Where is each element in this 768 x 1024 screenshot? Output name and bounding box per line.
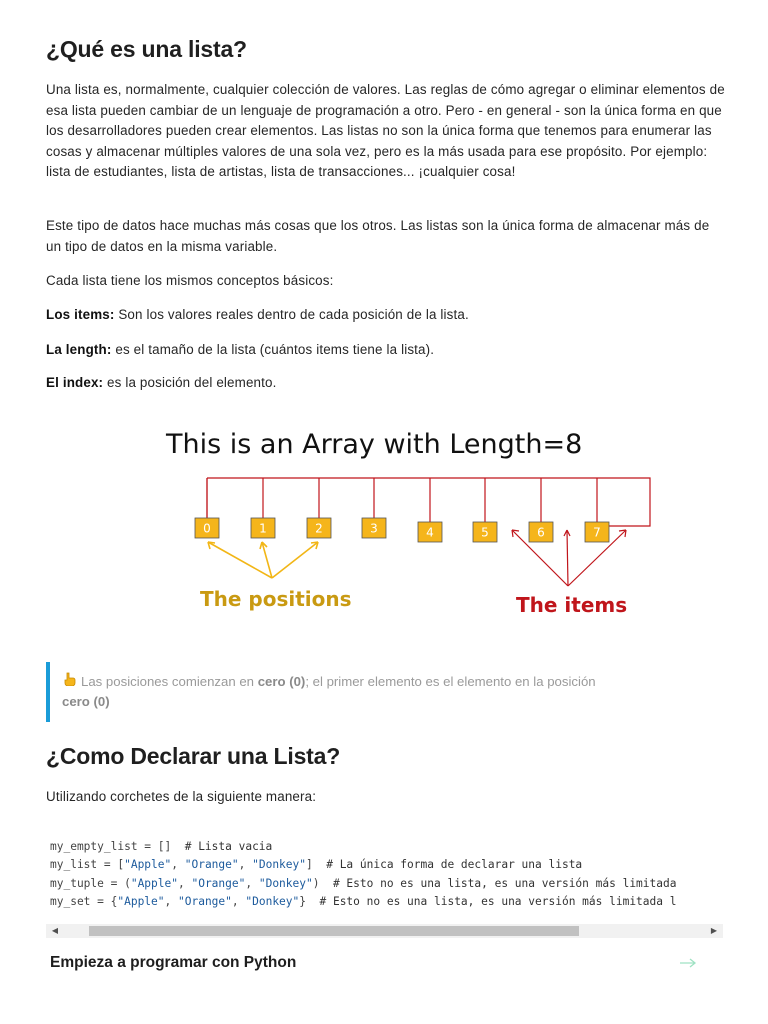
code-string: "Orange" [178, 895, 232, 909]
array-cell-label: 0 [203, 521, 211, 536]
array-cell-label: 5 [481, 525, 489, 540]
paragraph: Una lista es, normalmente, cualquier colección de valores. Las reglas de cómo agregar o eliminar elementos de esa lista pueden cambiar de un lenguaje de programación a otro. Pero - en general - son la única forma en que los desarrolladores pueden crear elementos. Las listas no son la única forma que tenemos para enumerar las cosas y almacenar múltiples valores de una sola vez, pero es la más usada para ese propósito. Por ejemplo: lista de estudiantes, lista de artistas, lista de transacciones... ¡cualquier cosa! [46, 82, 725, 180]
code-comment: # Lista vacia [184, 840, 273, 853]
array-cell-label: 7 [593, 525, 601, 540]
array-cell-label: 4 [426, 525, 434, 540]
code-token: , [177, 876, 192, 890]
positions-label: The positions [200, 587, 352, 611]
code-line [50, 893, 723, 911]
items-label: The items [516, 593, 628, 617]
code-token: , [171, 858, 185, 872]
callout-bold: cero (0) [257, 674, 306, 689]
callout-text: ; el primer elemento es el elemento en la posición [305, 674, 596, 689]
code-token: my_empty_list = [] [50, 840, 185, 853]
code-token: my_tuple = ( [50, 876, 131, 890]
definition: Son los valores reales dentro de cada posición de la lista. [114, 307, 469, 322]
term: Los items: [46, 307, 115, 322]
code-comment: # Esto no es una lista, es una versión más limitada [332, 876, 677, 890]
next-lesson-link[interactable]: Empieza a programar con Python [50, 954, 297, 971]
code-token: , [164, 895, 178, 909]
code-string: "Donkey" [258, 876, 313, 890]
code-comment: # La única forma de declarar una lista [326, 858, 583, 872]
arrow-right-icon[interactable] [678, 955, 698, 971]
definition: es la posición del elemento. [103, 375, 277, 390]
code-string: "Apple" [130, 876, 178, 890]
diagram-title: This is an Array with Length=8 [166, 429, 583, 460]
definition-items [46, 305, 726, 326]
array-cell-label: 3 [370, 521, 378, 536]
paragraph: Cada lista tiene los mismos conceptos básicos: [46, 273, 334, 288]
code-block [46, 838, 723, 914]
definition-length [46, 340, 726, 361]
pointing-hand-icon [62, 672, 76, 692]
definition: es el tamaño de la lista (cuántos items tiene la lista). [111, 342, 435, 357]
array-cell-label: 1 [259, 521, 267, 536]
code-string: "Apple" [117, 895, 165, 909]
code-line [50, 856, 723, 874]
code-token: my_list = [ [50, 858, 125, 872]
callout-bold: cero (0) [62, 694, 110, 709]
code-line [50, 875, 723, 893]
info-callout [46, 662, 723, 722]
horizontal-scrollbar[interactable] [46, 924, 723, 938]
callout-text: Las posiciones comienzan en [81, 674, 258, 689]
code-token: } [299, 895, 320, 909]
code-token: , [245, 876, 259, 890]
code-token: ) [312, 876, 333, 890]
code-line [50, 838, 723, 856]
code-string: "Donkey" [252, 858, 306, 872]
code-token: my_set = { [50, 895, 118, 909]
array-diagram [150, 418, 710, 623]
code-string: "Orange" [191, 876, 246, 890]
section-title: ¿Qué es una lista? [46, 36, 247, 62]
term: La length: [46, 342, 112, 357]
code-token: ] [306, 858, 327, 872]
scrollbar-thumb[interactable] [89, 926, 579, 936]
code-token: , [238, 858, 253, 872]
code-string: "Apple" [124, 858, 172, 872]
array-cells [195, 478, 609, 542]
scroll-right-icon[interactable]: ▶ [710, 926, 718, 935]
code-comment: # Esto no es una lista, es una versión más limitada l [319, 895, 677, 909]
section-title: ¿Como Declarar una Lista? [46, 743, 341, 769]
array-cell-label: 2 [315, 521, 323, 536]
positions-arrows [208, 542, 318, 578]
paragraph: Este tipo de datos hace muchas más cosas que los otros. Las listas son la única forma de almacenar más de un tipo de datos en la misma variable. [46, 218, 710, 254]
array-cell-label: 6 [537, 525, 545, 540]
scroll-left-icon[interactable]: ◀ [51, 926, 59, 935]
code-string: "Orange" [184, 858, 239, 872]
definition-index [46, 373, 726, 394]
code-token: , [231, 895, 246, 909]
paragraph: Utilizando corchetes de la siguiente manera: [46, 789, 317, 804]
code-string: "Donkey" [245, 895, 300, 909]
term: El index: [46, 375, 104, 390]
